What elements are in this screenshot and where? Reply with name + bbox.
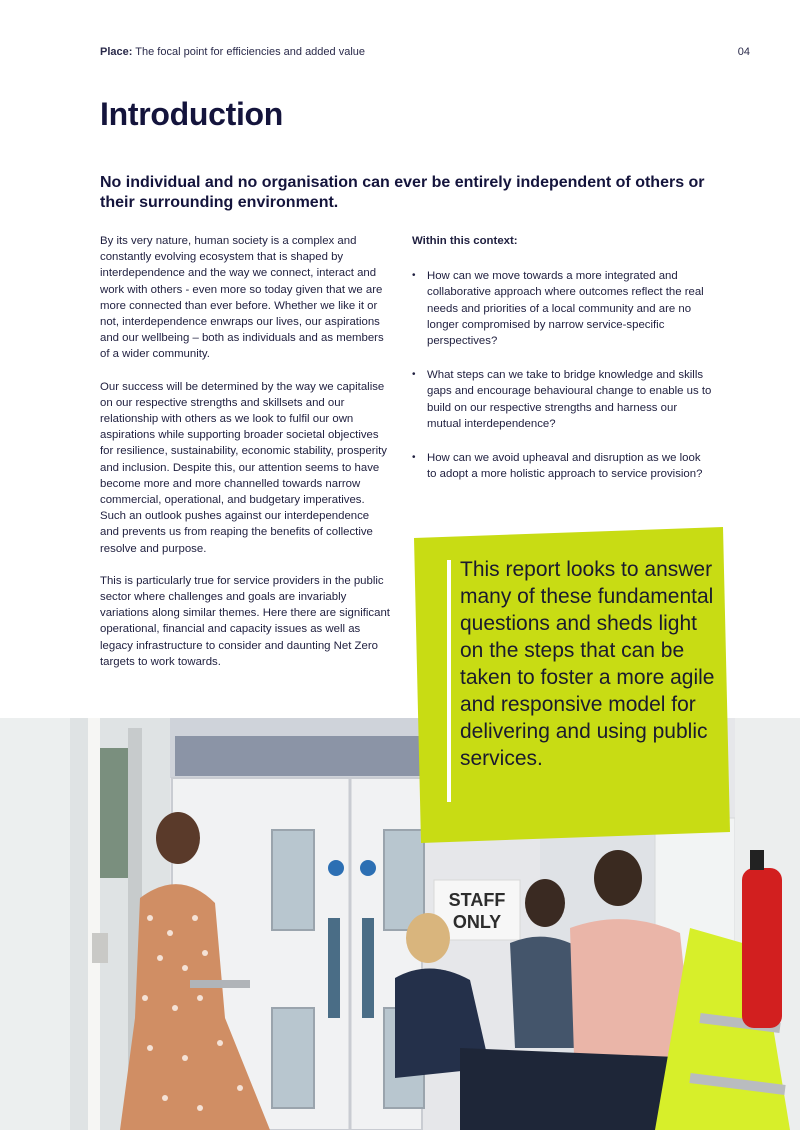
lead-statement: No individual and no organisation can ever be entirely independent of others or their surrounding environment. [100,174,705,211]
list-item-text: What steps can we take to bridge knowledge and skills gaps and encourage behavioural change to enable us to build on our respective strengths and harness our mutual interdependence? [427,369,712,430]
page-number: 04 [737,46,750,58]
body-paragraph: By its very nature, human society is a complex and constantly evolving ecosystem that is shaped by interdependence and the way we connect, interact and work with others - even more so today given that we are more connected than ever before. Whether we like it or not, interdependence enwraps our lives, our aspirations and our wellbeing – both as individuals and as members of a wider community. [100,235,384,361]
body-column-left [100,233,390,686]
body-paragraph: Our success will be determined by the way we capitalise on our respective strengths and skillsets and our relationship with others as we look to fulfil our own aspirations while supporting broader societal objectives for resilience, sustainability, economic stability, prosperity and inclusion. Despite this, our attention seems to have become more and more channelled towards narrow commercial, operational, and budgetary imperatives. Such an outlook pushes against our interdependence and prevents us from reaping the benefits of collective resolve and purpose. [100,380,387,555]
sign-only: ONLY [452,912,502,932]
question-list [412,268,712,482]
bullet-icon: • [412,452,416,464]
page-title: Introduction [100,96,284,132]
list-item [412,268,712,349]
bullet-icon: • [412,369,416,381]
bullet-icon: • [412,270,416,282]
context-heading: Within this context: [412,235,518,247]
header-subtitle: The focal point for efficiencies and added value [135,46,366,58]
body-paragraph: This is particularly true for service providers in the public sector where challenges and goals are invariably variations along similar themes. Here there are significant operational, financial and capacity issues as well as legacy infrastructure to consider and daunting Net Zero targets to work towards. [100,574,390,668]
list-item-text: How can we avoid upheaval and disruption as we look to adopt a more holistic approach to service provision? [427,452,703,481]
header-label: Place: [100,46,133,58]
page-header [100,46,750,58]
pull-quote-text: This report looks to answer many of these fundamental questions and sheds light on the steps that can be taken to foster a more agile and responsive model for delivering and using public services. [460,558,715,770]
list-item-text: How can we move towards a more integrated and collaborative approach where outcomes reflect the real needs and priorities of a local community and are no longer compromised by narrow service-specific perspectives? [427,270,704,348]
list-item [412,367,712,432]
body-column-right [412,233,712,500]
pull-quote-box [414,527,730,843]
list-item [412,450,712,482]
quote-bar [447,560,451,802]
sign-staff: STAFF [448,890,506,910]
